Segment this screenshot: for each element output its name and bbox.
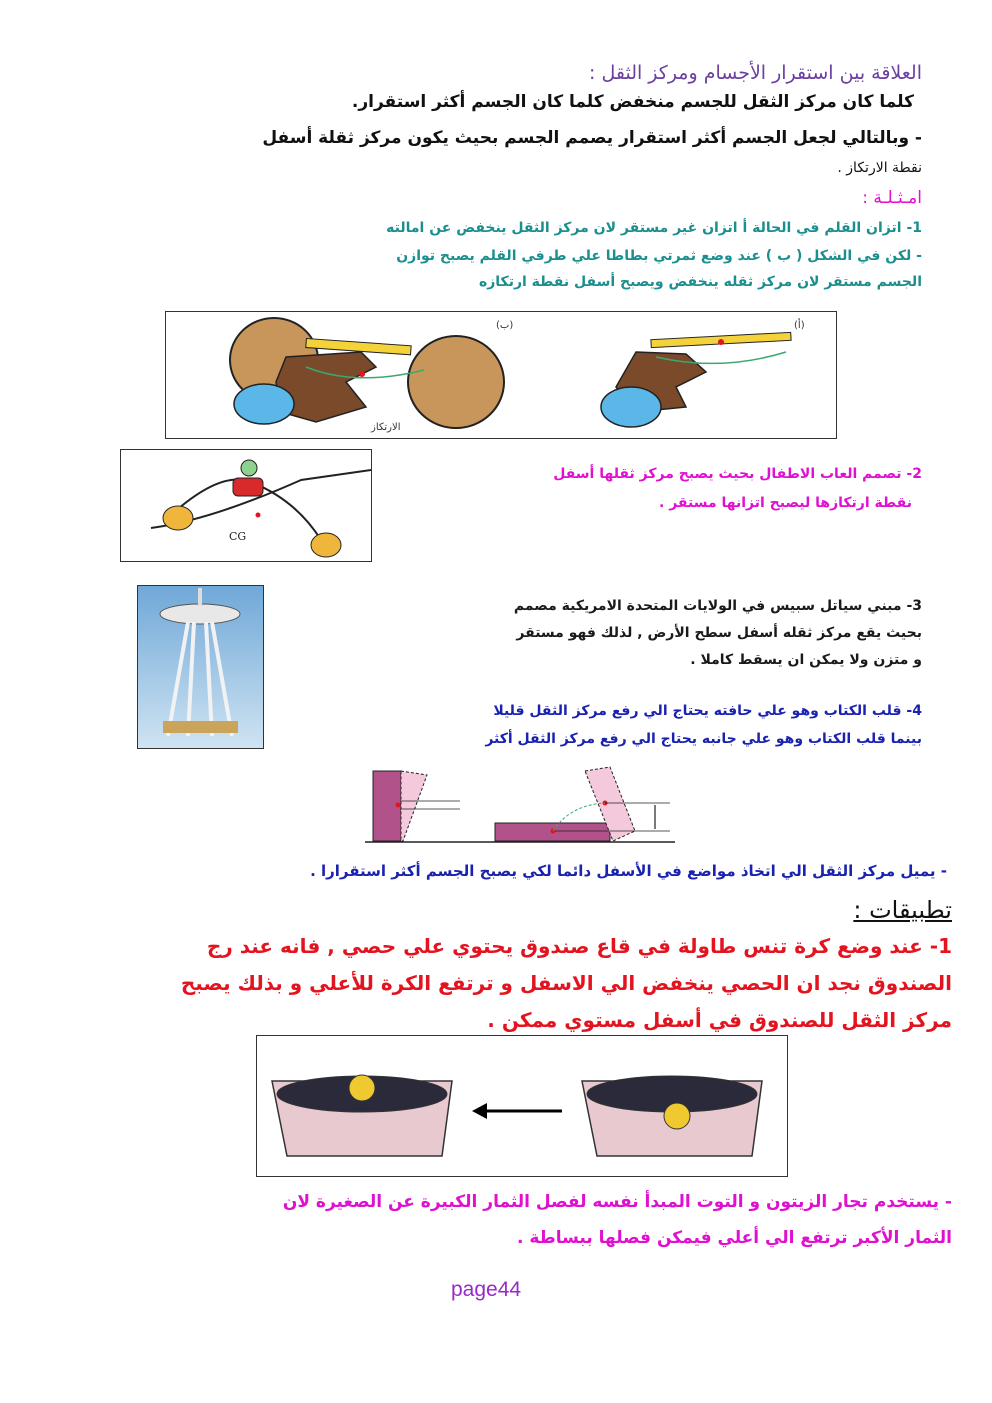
- design-statement: - وبالتالي لجعل الجسم أكثر استقرار يصمم الجسم بحيث يكون مركز ثقلة أسفل: [262, 128, 922, 148]
- arrow-head: [472, 1103, 487, 1119]
- stability-statement: كلما كان مركز الثقل للجسم منخفض كلما كان الجسم أكثر استقرار.: [351, 92, 914, 112]
- toy-illustration: [121, 450, 371, 561]
- label-b: (ب): [496, 320, 514, 331]
- application1-line3: مركز الثقل للصندوق في أسفل مستوي ممكن .: [487, 1008, 952, 1032]
- example1-line2: - لكن في الشكل ( ب ) عند وضع ثمرتي بطاطا علي طرفي القلم يصبح توازن: [396, 248, 922, 264]
- example4-line2: بينما قلب الكتاب وهو علي جانبه يحتاج الي رفع مركز الثقل أكثر: [485, 731, 922, 747]
- examples-title: امـثـلـة :: [862, 188, 922, 208]
- box-after: [272, 1075, 452, 1156]
- book-illustration: [365, 765, 675, 843]
- example3-line1: 3- مبني سياتل سبيس في الولايات المتحدة الامريكية مصمم: [513, 598, 922, 614]
- example1-line1: 1- اتزان القلم في الحالة أ اتزان غير مستقر لان مركز الثقل ينخفض عن امالته: [386, 220, 922, 236]
- cuff-a: [601, 387, 661, 427]
- pebble-box-figure: [256, 1035, 788, 1177]
- label-pivot: الارتكاز: [371, 422, 401, 433]
- example3-line2: بحيث يقع مركز ثقله أسفل سطح الأرض , لذلك فهو مستقر: [516, 625, 922, 641]
- needle-platform: [163, 721, 238, 733]
- summary-statement: - يميل مركز الثقل الي اتخاذ مواضع في الأسفل دائما لكي يصبح الجسم أكثر استقرارا .: [310, 862, 947, 880]
- applications-title: تطبيقات :: [853, 896, 952, 924]
- weight-right: [311, 533, 341, 557]
- potato-right: [408, 336, 504, 428]
- application1-line2: الصندوق نجد ان الحصي ينخفض الي الاسفل و ترتفع الكرة للأعلي و بذلك يصبح: [180, 971, 952, 995]
- page-number: page44: [451, 1278, 522, 1301]
- needle-spire: [198, 588, 202, 606]
- space-needle-illustration: [138, 586, 263, 748]
- application1-line1: 1- عند وضع كرة تنس طاولة في قاع صندوق يحتوي علي حصي , فانه عند رج: [206, 934, 952, 958]
- book-tipping-figure: [365, 765, 675, 843]
- book-upright-tilted: [401, 771, 427, 841]
- cg-upright: [396, 803, 401, 808]
- toy-balance-figure: [120, 449, 372, 562]
- rider-head: [241, 460, 257, 476]
- label-a: (أ): [794, 320, 805, 331]
- example4-line1: 4- قلب الكتاب وهو علي حافته يحتاج الي رفع مركز الثقل قليلا: [493, 703, 922, 719]
- example1-line3: الجسم مستقر لان مركز ثقله ينخفض ويصبح أسفل نقطة ارتكازه: [478, 274, 922, 290]
- cg-label: CG: [229, 530, 247, 543]
- box-before: [582, 1076, 762, 1156]
- needle-top: [160, 604, 240, 624]
- pencil-balance-figure: [165, 311, 837, 439]
- example3-line3: و متزن ولا يمكن ان يسقط كاملا .: [690, 652, 922, 668]
- cg-dot-toy: [256, 513, 261, 518]
- cuff-b: [234, 384, 294, 424]
- pencil-balance-illustration: [166, 312, 836, 438]
- example2-line2: نقطة ارتكازها ليصبح اتزانها مستقر .: [659, 495, 912, 511]
- closing-line1: - يستخدم تجار الزيتون و التوت المبدأ نفسه لفصل الثمار الكبيرة عن الصغيرة لان: [282, 1192, 952, 1212]
- cg-dot-b: [359, 371, 365, 377]
- example2-line1: 2- تصمم العاب الاطفال بحيث يصبح مركز ثقلها أسفل: [553, 466, 922, 482]
- section-title: العلاقة بين استقرار الأجسام ومركز الثقل :: [589, 62, 922, 84]
- design-statement-cont: نقطة الارتكاز .: [837, 160, 922, 176]
- weight-left: [163, 506, 193, 530]
- space-needle-photo: [137, 585, 264, 749]
- cg-dot-a: [718, 339, 724, 345]
- pebble-box-illustration: [257, 1036, 787, 1176]
- closing-line2: الثمار الأكبر ترتفع الي أعلي فيمكن فصلها ببساطة .: [517, 1228, 952, 1248]
- bike: [233, 478, 263, 496]
